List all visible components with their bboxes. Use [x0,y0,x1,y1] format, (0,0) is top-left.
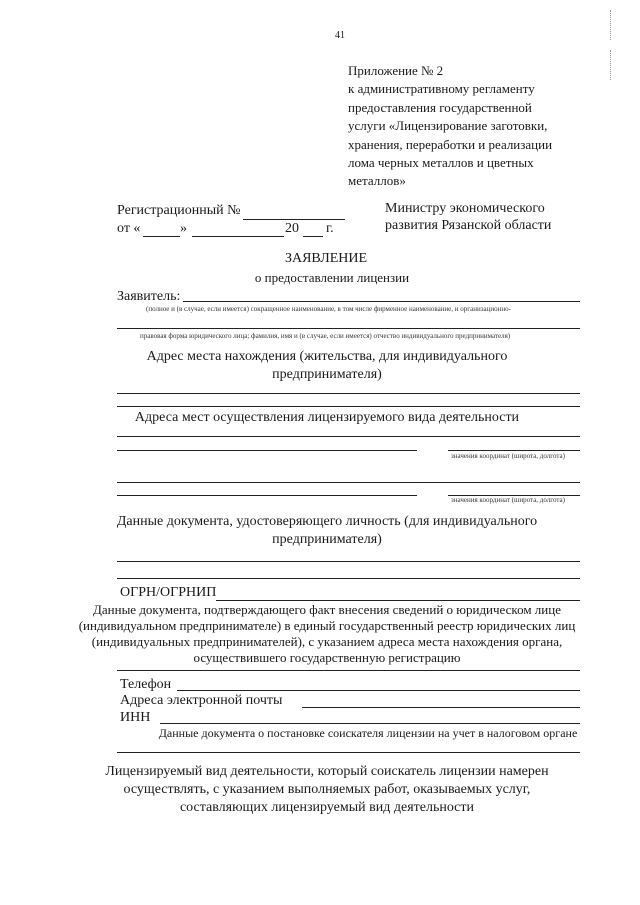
email-field[interactable] [302,707,580,708]
applicant-hint: (полное и (в случае, если имеется) сокращенное наименование, в том числе фирменное наименование, и организационно- [146,305,511,313]
inn-field[interactable] [160,723,580,724]
licensed-activity-heading: Лицензируемый вид деятельности, который соискатель лицензии намерен [105,764,549,779]
ogrn-doc-field[interactable] [117,670,580,671]
ogrn-field[interactable] [216,600,580,601]
registration-label: Регистрационный № [117,203,241,218]
email-label: Адреса электронной почты [120,693,283,708]
appendix-line: к административному регламенту [348,81,535,97]
phone-field[interactable] [177,690,580,691]
coords-hint: значения координат (широта, долгота) [451,452,565,460]
date-prefix: от « [117,221,141,236]
ogrn-description: Данные документа, подтверждающего факт внесения сведений о юридическом лице [93,602,561,617]
identity-doc-field-2[interactable] [117,578,580,579]
appendix-line: услуги «Лицензирование заготовки, [348,118,548,134]
appendix-line: Приложение № 2 [348,63,444,78]
activity-address-field[interactable] [117,495,417,496]
residence-address-heading: Адрес места нахождения (жительства, для индивидуального [146,349,508,364]
document-title: ЗАЯВЛЕНИЕ [284,251,368,266]
date-mid: » [180,221,187,236]
date-month-field[interactable] [192,236,284,237]
licensed-activity-heading: составляющих лицензируемый вид деятельности [179,800,475,815]
licensed-activity-heading: осуществлять, с указанием выполняемых работ, оказываемых услуг, [123,782,531,797]
applicant-field-2[interactable] [117,328,580,329]
year-suffix: г. [326,221,334,236]
date-day-field[interactable] [143,236,180,237]
activity-address-field[interactable] [117,436,580,437]
phone-label: Телефон [120,677,172,692]
appendix-line: металлов» [348,173,406,189]
year-prefix: 20 [285,221,299,236]
activity-address-field[interactable] [117,450,417,451]
residence-address-field[interactable] [117,393,580,394]
applicant-hint: правовая форма юридического лица; фамилия, имя и (в случае, если имеется) отчество индивидуального предпринимателя) [140,332,511,340]
recipient-line: Министру экономического [385,201,545,216]
ogrn-description: (индивидуальном предпринимателе) в единый государственный реестр юридических лиц [78,618,576,633]
appendix-block [348,62,552,191]
tax-doc-label: Данные документа о постановке соискателя лицензии на учет в налоговом органе [158,726,578,740]
applicant-field[interactable] [183,301,580,302]
appendix-line: хранения, переработки и реализации [348,136,553,152]
registration-number-field[interactable] [243,219,345,220]
tax-doc-field[interactable] [117,752,580,753]
date-year-field[interactable] [303,236,323,237]
applicant-label: Заявитель: [117,289,181,304]
activity-addresses-heading: Адреса мест осуществления лицензируемого вида деятельности [134,410,520,425]
identity-doc-heading: предпринимателя) [272,532,382,547]
identity-doc-heading: Данные документа, удостоверяющего личность (для индивидуального [116,514,538,529]
residence-address-heading: предпринимателя) [272,367,382,382]
page-number: 41 [335,30,345,41]
ogrn-description: осуществившего государственную регистрацию [193,650,461,665]
appendix-line: предоставления государственной [348,99,532,115]
appendix-line: лома черных металлов и цветных [348,155,534,171]
recipient-line: развития Рязанской области [385,218,552,233]
document-subtitle: о предоставлении лицензии [254,270,410,285]
ogrn-description: (индивидуальных предпринимателей), с указанием адреса места нахождения органа, [91,634,563,649]
scan-mark [610,50,611,80]
identity-doc-field[interactable] [117,561,580,562]
inn-label: ИНН [120,710,151,725]
residence-address-field-2[interactable] [117,406,580,407]
ogrn-label: ОГРН/ОГРНИП [120,585,217,600]
coords-field[interactable] [448,450,580,451]
scan-mark [610,10,611,40]
coords-hint: значения координат (широта, долгота) [451,496,565,504]
activity-address-field[interactable] [117,482,580,483]
